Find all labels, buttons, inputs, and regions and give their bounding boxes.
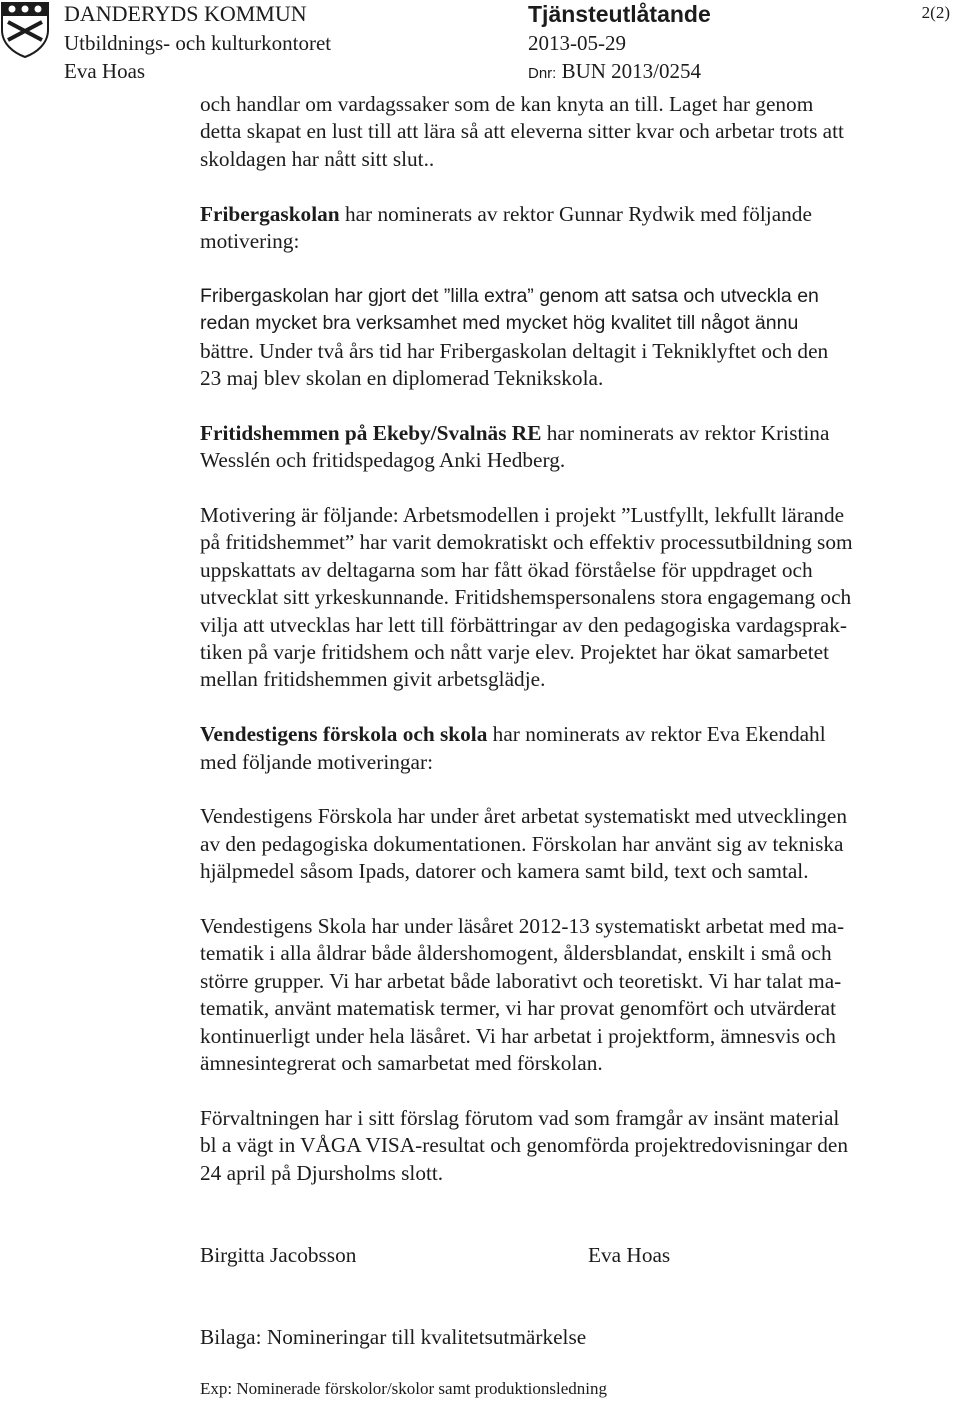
paragraph-intro-continuation — [200, 91, 935, 173]
text-line: motivering: — [200, 229, 300, 254]
text-line: Fribergaskolan har gjort det ”lilla extra” genom att satsa och utveckla en — [200, 284, 819, 307]
text-line: Vendestigens Förskola har under året arbetat systematiskt med utvecklingen — [200, 804, 848, 829]
document-number — [528, 58, 701, 87]
text-line: 24 april på Djursholms slott. — [200, 1160, 444, 1185]
dnr-label: Dnr: — [528, 65, 557, 82]
paragraph-fribergaskolan-motivation — [200, 283, 935, 338]
text-line: med följande motiveringar: — [200, 749, 434, 774]
text-line: på fritidshemmet” har varit demokratiskt och effektiv processutbildning som — [200, 530, 853, 555]
text-line: skoldagen har nått sitt slut.. — [200, 146, 435, 171]
school-name-bold: Fritidshemmen på Ekeby/Svalnäs RE — [200, 420, 542, 445]
school-name-bold: Vendestigens förskola och skola — [200, 722, 488, 747]
paragraph-fribergaskolan-motivation-cont — [200, 338, 935, 393]
text-line: Vendestigens Skola har under läsåret 2012-13 systematiskt arbetat med ma- — [200, 914, 845, 939]
text-line: tematik i alla åldrar både åldershomogent, åldersblandat, enskilt i små och — [200, 941, 832, 966]
text-line: har nominerats av rektor Kristina — [541, 420, 830, 445]
text-line: av den pedagogiska dokumentationen. Förskolan har använt sig av tekniska — [200, 831, 844, 856]
attachment-line: Bilaga: Nomineringar till kvalitetsutmärkelse — [200, 1325, 587, 1349]
school-name-bold: Fribergaskolan — [200, 201, 340, 226]
municipality-coat-of-arms-logo — [0, 0, 50, 58]
text-line: bl a vägt in VÅGA VISA-resultat och genomförda projektredovisningar den — [200, 1133, 849, 1158]
text-line: har nominerats av rektor Gunnar Rydwik med följande — [339, 201, 812, 226]
author-name: Eva Hoas — [64, 59, 146, 83]
text-line: kontinuerligt under hela läsåret. Vi har arbetat i projektform, ämnesvis och — [200, 1023, 836, 1048]
text-line: och handlar om vardagssaker som de kan knyta an till. Laget har genom — [200, 92, 814, 116]
signature-right: Eva Hoas — [588, 1243, 671, 1267]
text-line: hjälpmedel såsom Ipads, datorer och kamera samt bild, text och samtal. — [200, 859, 809, 884]
text-line: har nominerats av rektor Eva Ekendahl — [487, 722, 826, 747]
signature-left: Birgitta Jacobsson — [200, 1243, 357, 1267]
text-line: ämnesintegrerat och samarbetat med förskolan. — [200, 1051, 603, 1076]
paragraph-administration-proposal — [200, 1105, 935, 1187]
org-name: DANDERYDS KOMMUN — [64, 1, 307, 26]
text-line: större grupper. Vi har arbetat både laborativt och teoretiskt. Vi har talat ma- — [200, 968, 842, 993]
paragraph-vendestigen-school — [200, 913, 935, 1077]
document-body — [200, 91, 935, 1215]
text-line: uppskattats av deltagarna som har fått ökad förståelse för uppdraget och — [200, 557, 813, 582]
document-type: Tjänsteutlåtande — [528, 1, 711, 27]
page-number: 2(2) — [921, 3, 950, 22]
text-line: tiken på varje fritidshem och nått varje elev. Projektet har ökat samarbetet — [200, 640, 829, 665]
paragraph-vendestigen-nomination — [200, 721, 935, 776]
text-line: bättre. Under två års tid har Fribergaskolan deltagit i Tekniklyftet och den — [200, 338, 829, 363]
text-line: redan mycket bra verksamhet med mycket hög kvalitet till något ännu — [200, 312, 799, 335]
dnr-value: BUN 2013/0254 — [561, 59, 702, 83]
text-line: Motivering är följande: Arbetsmodellen i projekt ”Lustfyllt, lekfullt lärande — [200, 503, 845, 528]
department-name: Utbildnings- och kulturkontoret — [64, 31, 332, 55]
text-line: Wesslén och fritidspedagog Anki Hedberg. — [200, 448, 566, 473]
text-line: tematik, använt matematisk termer, vi har provat genomfört och utvärderat — [200, 996, 837, 1021]
expedition-line: Exp: Nominerade förskolor/skolor samt produktionsledning — [200, 1379, 607, 1398]
document-date: 2013-05-29 — [528, 31, 626, 55]
paragraph-fritidshemmen-nomination — [200, 420, 935, 475]
text-line: vilja att utvecklas har lett till förbättringar av den pedagogiska vardagsprak- — [200, 612, 847, 637]
text-line: detta skapat en lust till att lära så att eleverna sitter kvar och arbetar trots att — [200, 119, 844, 144]
text-line: 23 maj blev skolan en diplomerad Teknikskola. — [200, 366, 604, 391]
text-line: utvecklat sitt yrkeskunnande. Fritidshemspersonalens stora engagemang och — [200, 585, 852, 610]
paragraph-vendestigen-preschool — [200, 803, 935, 885]
text-line: Förvaltningen har i sitt förslag förutom vad som framgår av insänt material — [200, 1105, 840, 1130]
paragraph-fribergaskolan-nomination — [200, 201, 935, 256]
text-line: mellan fritidshemmen givit arbetsglädje. — [200, 667, 546, 692]
paragraph-fritidshemmen-motivation — [200, 502, 935, 694]
